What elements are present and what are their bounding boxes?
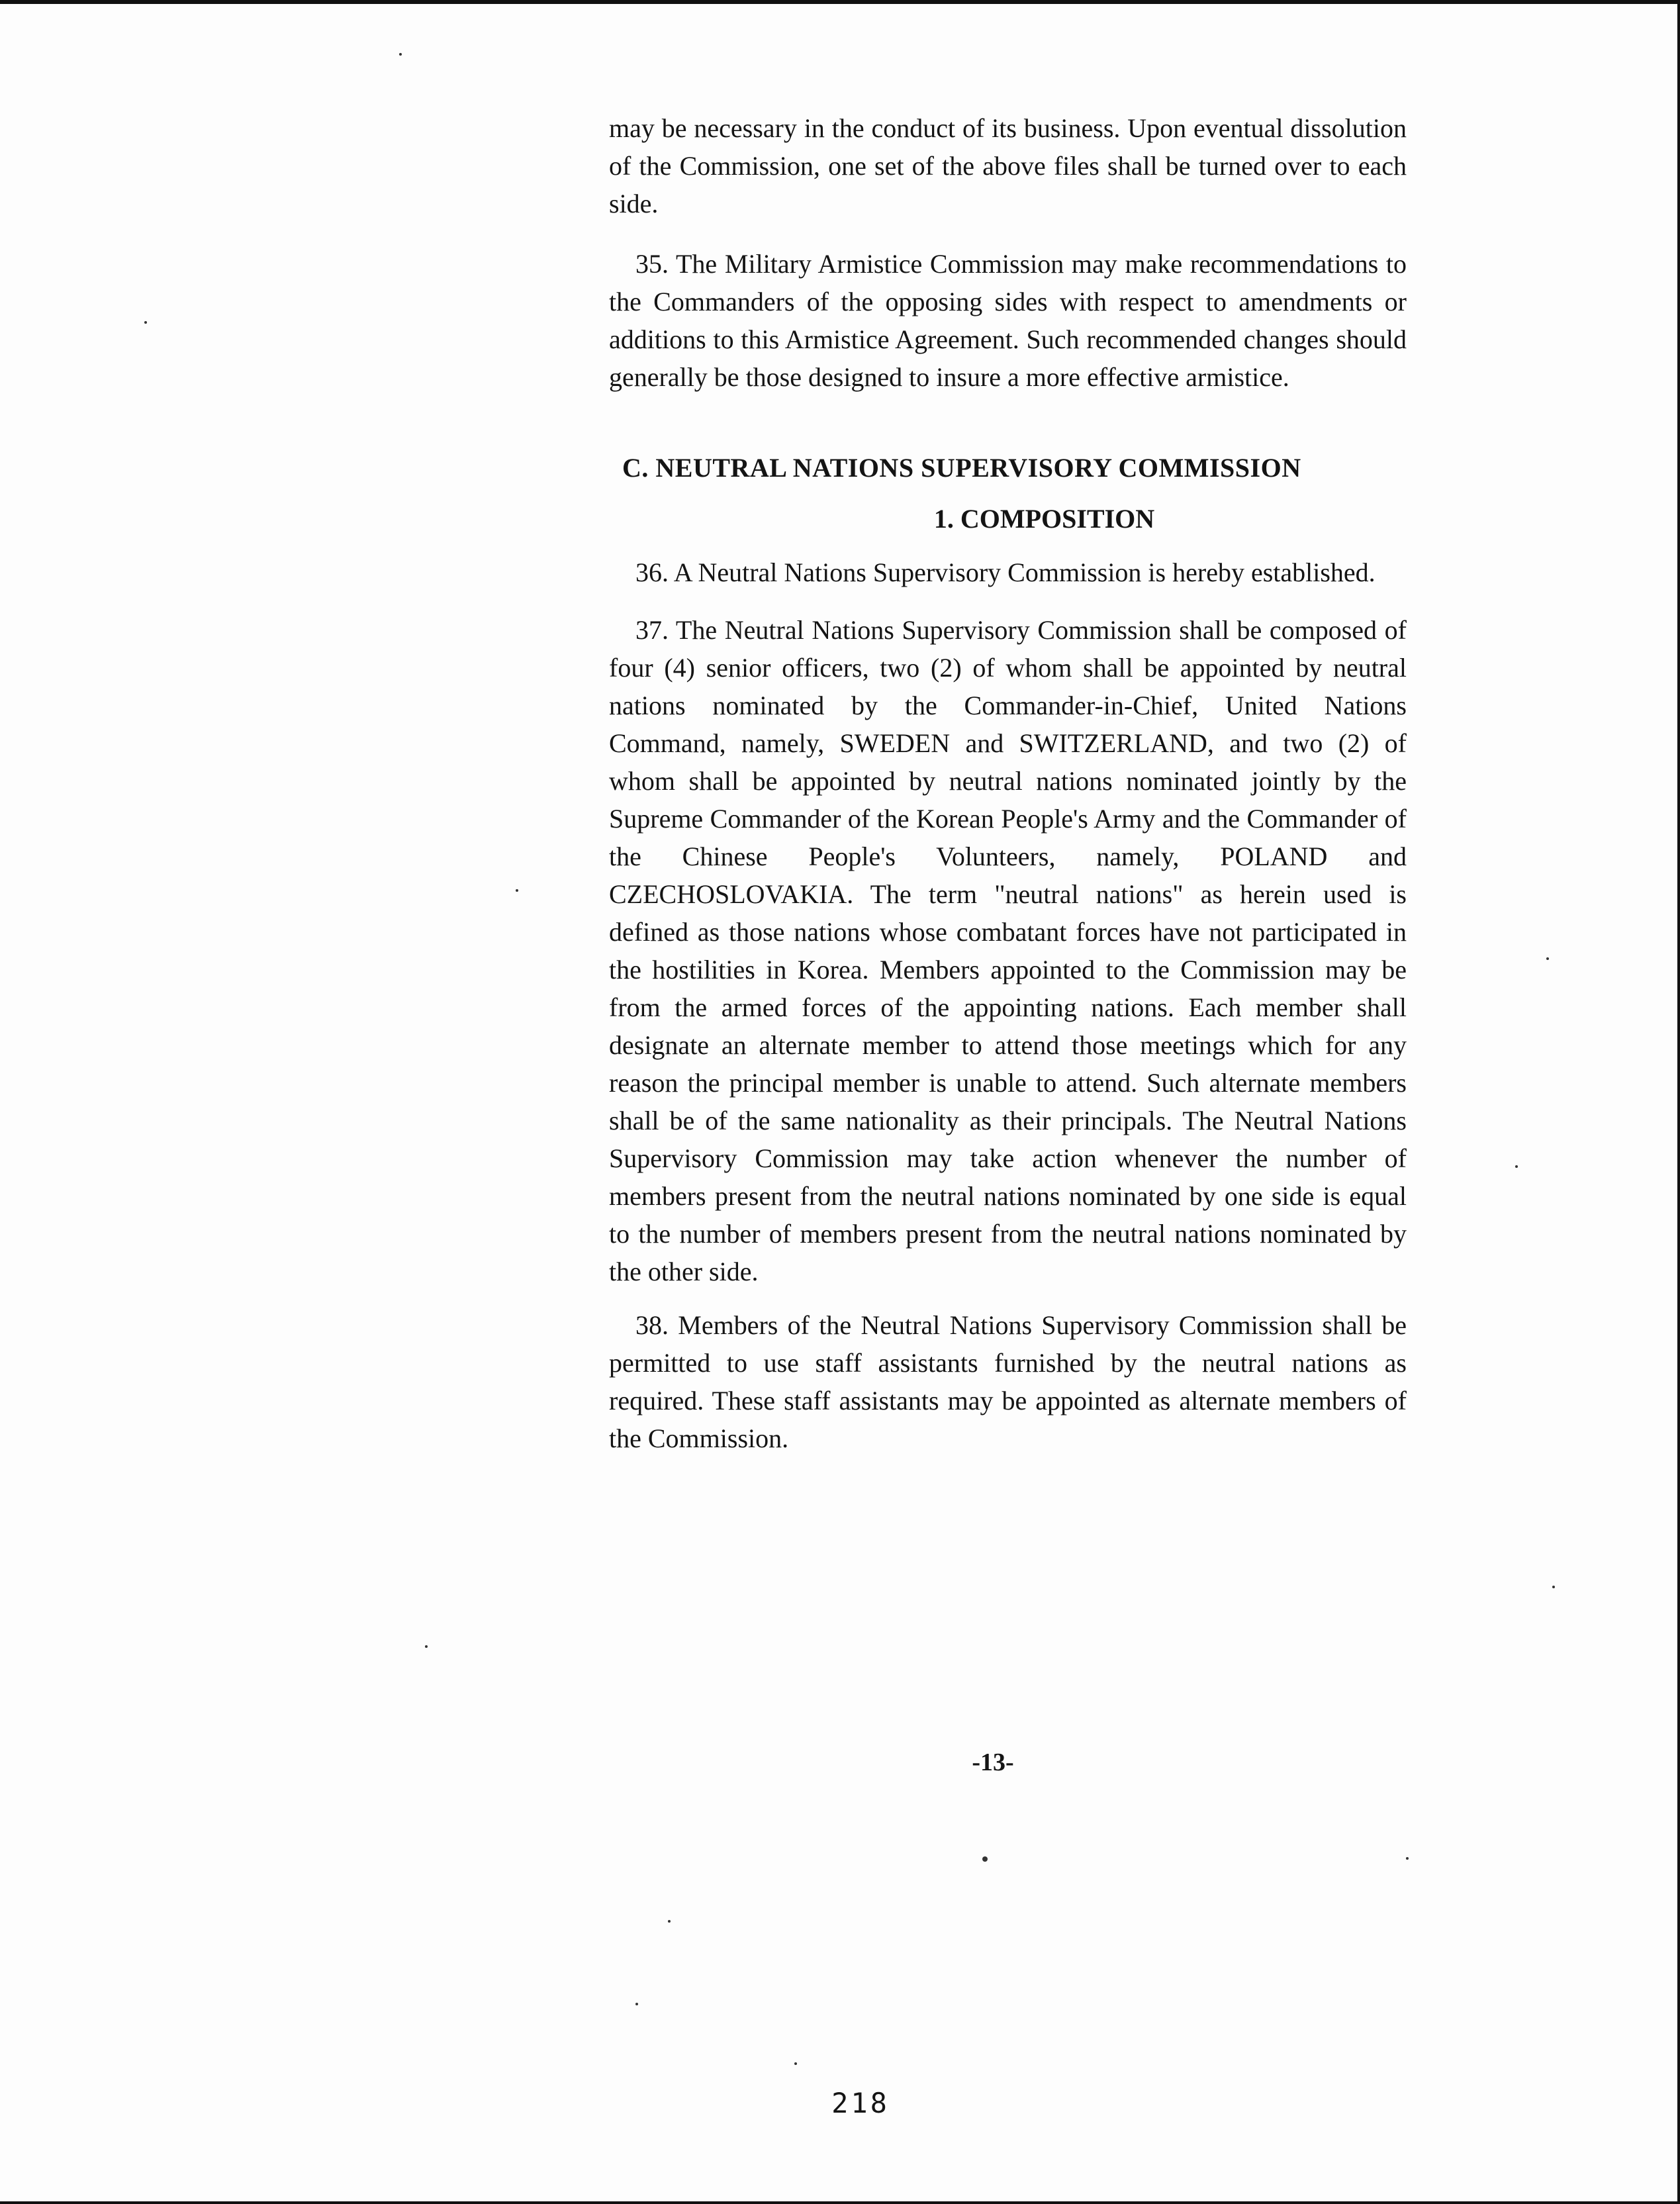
scan-border-bottom [0, 2201, 1680, 2204]
paragraph-35: 35. The Military Armistice Commission may make recommendations to the Commanders of the opposing sides with respect to amendments or additions to this Armistice Agreement. Such recommended changes should generally be those designed to insure a more effective armistice. [609, 249, 1407, 392]
scan-speck [399, 53, 402, 56]
paragraph-37: 37. The Neutral Nations Supervisory Commission shall be composed of four (4) senior officers, two (2) of whom shall be appointed by neutral nations nominated by the Commander-in-Chief, United Nations Command, namely, SWEDEN and SWITZERLAND, and two (2) of whom shall be appointed by neutral nations nominated jointly by the Supreme Commander of the Korean People's Army and the Commander of the Chinese People's Volunteers, namely, POLAND and CZECHOSLOVAKIA. The term "neutral nations" as herein used is defined as those nations whose combatant forces have not participated in the hostilities in Korea. Members appointed to the Commission may be from the armed forces of the appointing nations. Each member shall designate an alternate member to attend those meetings which for any reason the principal member is unable to attend. Such alternate members shall be of the same nationality as their principals. The Neutral Nations Supervisory Commission may take action whenever the number of members present from the neutral nations nominated by one side is equal to the number of members present from the neutral nations nominated by the other side. [609, 615, 1407, 1286]
paragraph-36: 36. A Neutral Nations Supervisory Commission is hereby established. [635, 557, 1376, 587]
scan-border-right [1677, 0, 1680, 2204]
scan-speck [425, 1645, 428, 1648]
scan-speck [794, 2062, 797, 2065]
page-number: -13- [972, 1749, 1014, 1776]
scan-speck [1546, 957, 1549, 960]
section-heading: C. NEUTRAL NATIONS SUPERVISORY COMMISSION [622, 453, 1301, 483]
intro-paragraph: may be necessary in the conduct of its business. Upon eventual dissolution of the Commission, one set of the above files shall be turned over to each side. [609, 113, 1407, 218]
text-column [609, 109, 1407, 1457]
scan-speck [144, 321, 147, 324]
scan-border-top [0, 0, 1680, 4]
folio-number: 218 [831, 2087, 890, 2119]
subsection-heading: 1. COMPOSITION [933, 504, 1155, 534]
scan-speck [982, 1856, 988, 1862]
scan-speck [1515, 1165, 1518, 1168]
paragraph-38: 38. Members of the Neutral Nations Supervisory Commission shall be permitted to use staff assistants furnished by the neutral nations as required. These staff assistants may be appointed as alternate members of the Commission. [609, 1310, 1407, 1453]
scan-speck [668, 1920, 671, 1923]
scan-speck [635, 2003, 638, 2005]
scan-speck [1552, 1586, 1555, 1588]
scan-speck [1406, 1857, 1409, 1860]
scan-speck [516, 889, 518, 892]
